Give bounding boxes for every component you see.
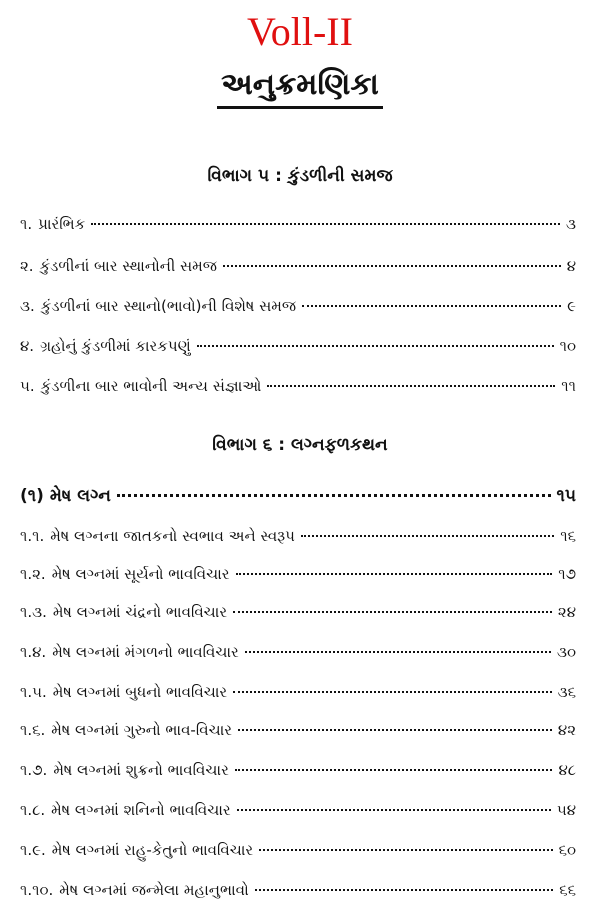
leader-dots	[255, 889, 553, 891]
entry-number: ૧.૨.	[20, 565, 46, 583]
entry-title: મેષ લગ્ન	[49, 486, 111, 506]
entry-title: મેષ લગ્નમાં જન્મેલા મહાનુભાવો	[59, 881, 249, 899]
leader-dots	[223, 265, 561, 267]
entry-title: ગ્રહોનું કુંડળીમાં કારકપણું	[40, 337, 191, 355]
entry-title: મેષ લગ્નમાં બુધનો ભાવવિચાર	[52, 683, 228, 701]
entry-page: ૧૭	[558, 565, 576, 583]
section-heading-5: વિભાગ ૫ : કુંડળીની સમજ	[207, 166, 393, 186]
page-title-text: અનુક્રમણિકા	[217, 66, 383, 109]
entry-page: ૧૫	[556, 486, 576, 506]
toc-entry	[20, 564, 576, 584]
toc-entry	[20, 526, 576, 546]
entry-number: ૧.	[20, 215, 33, 233]
entry-number: ૧.૭.	[20, 761, 48, 779]
entry-title: મેષ લગ્નમાં સૂર્યનો ભાવવિચાર	[51, 565, 230, 583]
entry-page: ૨૪	[557, 603, 576, 621]
entry-page: ૫૪	[556, 801, 576, 819]
leader-dots	[233, 611, 552, 613]
leader-dots	[302, 305, 561, 307]
entry-number: ૪.	[20, 337, 35, 355]
toc-entry-main	[20, 486, 576, 506]
entry-page: ૯	[567, 297, 576, 315]
entry-number: ૧.૪.	[20, 643, 47, 661]
entry-title: મેષ લગ્નમાં શુક્રનો ભાવવિચાર	[53, 761, 229, 779]
entry-title: મેષ લગ્નમાં ગુરુનો ભાવ-વિચાર	[51, 721, 233, 739]
entry-page: ૩૦	[556, 643, 576, 661]
entry-number: ૫.	[20, 377, 35, 395]
entry-title: મેષ લગ્નમાં મંગળનો ભાવવિચાર	[52, 643, 239, 661]
entry-title: કુંડળીના બાર ભાવોની અન્ય સંજ્ઞાઓ	[40, 377, 262, 395]
toc-entry	[20, 760, 576, 780]
toc-entry	[20, 642, 576, 662]
entry-page: ૩૬	[557, 683, 576, 701]
toc-entry	[20, 336, 576, 356]
toc-entry	[20, 214, 576, 234]
entry-number: ૧.૧૦.	[20, 881, 54, 899]
toc-entry	[20, 880, 576, 900]
leader-dots	[259, 849, 552, 851]
entry-page: ૧૦	[559, 337, 576, 355]
entry-number: ૨.	[20, 257, 34, 275]
entry-page: ૧૧	[561, 377, 576, 395]
entry-title: મેષ લગ્નમાં ચંદ્રનો ભાવવિચાર	[52, 603, 228, 621]
entry-title: કુંડળીનાં બાર સ્થાનોની સમજ	[39, 257, 217, 275]
entry-number: ૧.૮.	[20, 801, 46, 819]
toc-entry	[20, 840, 576, 860]
entry-number: ૧.૬.	[20, 721, 46, 739]
page-title	[0, 66, 600, 109]
section-heading-6: વિભાગ ૬ : લગ્નફળકથન	[212, 435, 388, 455]
leader-dots	[267, 385, 555, 387]
toc-entry	[20, 296, 576, 316]
leader-dots	[237, 809, 551, 811]
entry-number: ૧.૫.	[20, 683, 47, 701]
entry-title: કુંડળીનાં બાર સ્થાનો(ભાવો)ની વિશેષ સમજ	[40, 297, 297, 315]
leader-dots	[117, 494, 551, 497]
entry-number: ૧.૩.	[20, 603, 47, 621]
entry-title: મેષ લગ્નના જાતકનો સ્વભાવ અને સ્વરૂપ	[50, 527, 295, 545]
leader-dots	[245, 651, 551, 653]
toc-entry	[20, 376, 576, 396]
entry-page: ૬૬	[559, 881, 576, 899]
leader-dots	[91, 223, 560, 225]
entry-page: ૩	[566, 215, 576, 233]
leader-dots	[235, 769, 553, 771]
leader-dots	[197, 345, 554, 347]
entry-title: પ્રારંભિક	[38, 215, 86, 233]
toc-entry	[20, 682, 576, 702]
entry-page: ૧૬	[560, 527, 576, 545]
entry-number: (૧)	[20, 486, 44, 506]
entry-page: ૪	[566, 257, 576, 275]
entry-number: ૧.૯.	[20, 841, 46, 859]
volume-label: Voll-II	[247, 9, 353, 54]
entry-page: ૪૮	[558, 761, 576, 779]
leader-dots	[301, 535, 554, 537]
entry-title: મેષ લગ્નમાં શનિનો ભાવવિચાર	[51, 801, 231, 819]
entry-page: ૪૨	[557, 721, 576, 739]
entry-number: ૧.૧.	[20, 527, 45, 545]
leader-dots	[236, 573, 553, 575]
leader-dots	[238, 729, 552, 731]
toc-entry	[20, 720, 576, 740]
toc-entry	[20, 256, 576, 276]
entry-number: ૩.	[20, 297, 35, 315]
toc-entry	[20, 800, 576, 820]
entry-title: મેષ લગ્નમાં રાહુ-કેતુનો ભાવવિચાર	[51, 841, 254, 859]
entry-page: ૬૦	[558, 841, 576, 859]
leader-dots	[233, 691, 551, 693]
toc-entry	[20, 602, 576, 622]
